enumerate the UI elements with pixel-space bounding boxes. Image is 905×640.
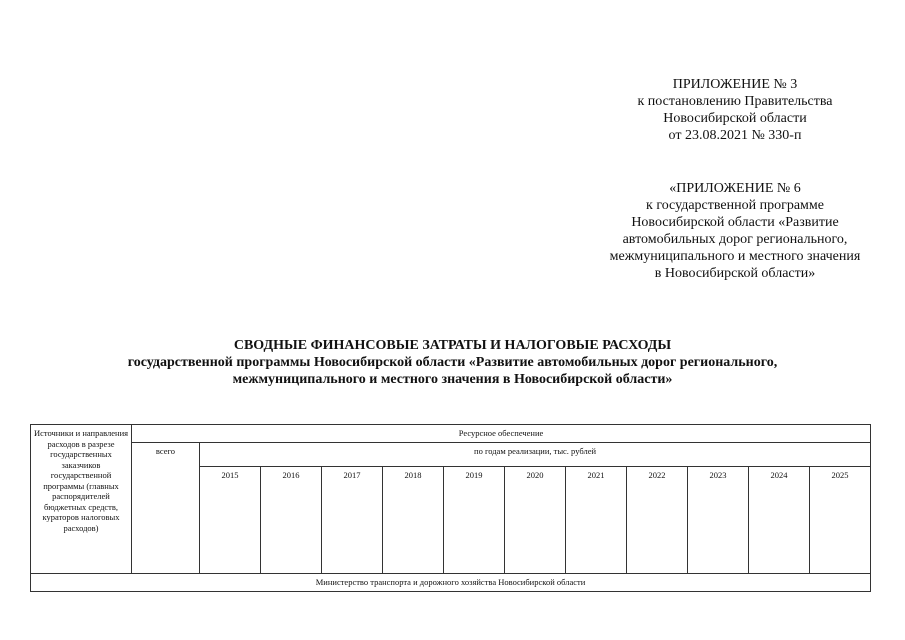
appendix-6-line6: в Новосибирской области» bbox=[654, 266, 816, 281]
table-header-row-1 bbox=[31, 425, 871, 443]
year-cell: 2019 bbox=[444, 467, 505, 574]
year-cell: 2021 bbox=[566, 467, 627, 574]
appendix-3-line3: Новосибирской области bbox=[663, 111, 807, 126]
appendix-3-block bbox=[600, 76, 870, 144]
year-cell: 2023 bbox=[688, 467, 749, 574]
resource-header-cell: Ресурсное обеспечение bbox=[132, 425, 871, 443]
years-header-cell: по годам реализации, тыс. рублей bbox=[200, 442, 871, 467]
source-header-cell: Источники и направления расходов в разрезе государственных заказчиков государственной программы (главных распорядителей бюджетных средств, кураторов налоговых расходов) bbox=[31, 425, 132, 574]
year-cell: 2020 bbox=[505, 467, 566, 574]
table-row bbox=[31, 574, 871, 592]
year-cell: 2016 bbox=[261, 467, 322, 574]
year-cell: 2015 bbox=[200, 467, 261, 574]
year-cell: 2017 bbox=[322, 467, 383, 574]
year-cell: 2018 bbox=[383, 467, 444, 574]
year-cell: 2022 bbox=[627, 467, 688, 574]
ministry-row-cell: Министерство транспорта и дорожного хозяйства Новосибирской области bbox=[31, 574, 871, 592]
title-line3: межмуниципального и местного значения в Новосибирской области» bbox=[232, 372, 673, 387]
appendix-3-line1: ПРИЛОЖЕНИЕ № 3 bbox=[672, 77, 798, 92]
title-line2: государственной программы Новосибирской области «Развитие автомобильных дорог регионального, bbox=[127, 355, 778, 370]
title-line1: СВОДНЫЕ ФИНАНСОВЫЕ ЗАТРАТЫ И НАЛОГОВЫЕ РАСХОДЫ bbox=[233, 338, 672, 353]
appendix-6-line2: к государственной программе bbox=[646, 198, 824, 213]
financial-table bbox=[30, 424, 871, 592]
appendix-6-line4: автомобильных дорог регионального, bbox=[622, 232, 848, 247]
appendix-6-block bbox=[560, 180, 905, 282]
appendix-3-line2: к постановлению Правительства bbox=[637, 94, 833, 109]
appendix-6-line1: «ПРИЛОЖЕНИЕ № 6 bbox=[669, 181, 801, 196]
year-cell: 2025 bbox=[810, 467, 871, 574]
year-cell: 2024 bbox=[749, 467, 810, 574]
appendix-6-line5: межмуниципального и местного значения bbox=[609, 249, 861, 264]
total-header-cell: всего bbox=[132, 442, 200, 574]
table-header-row-2 bbox=[31, 442, 871, 467]
document-title bbox=[0, 337, 905, 388]
appendix-6-line3: Новосибирской области «Развитие bbox=[631, 215, 839, 230]
appendix-3-line4: от 23.08.2021 № 330-п bbox=[668, 128, 802, 143]
